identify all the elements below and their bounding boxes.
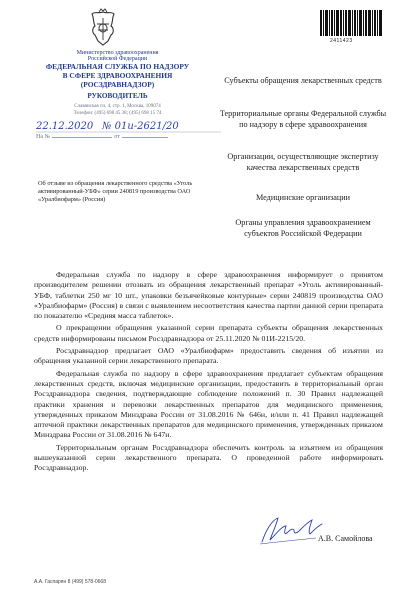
emblem-icon [86, 8, 120, 48]
body-paragraph-3: Росздравнадзор предлагает ОАО «Уралбиофарм» предоставить сведения об изъятии из обращения указанной серии лекарственного препарата. [34, 346, 383, 366]
ministry-name-line2: Российской Федерации [87, 56, 148, 62]
ministry-name-line1: Министерство здравоохранения [76, 50, 159, 56]
handwritten-number: № 01и-2621/20 [102, 121, 179, 132]
body-paragraph-1: Федеральная служба по надзору в сфере здравоохранения информирует о принятом производителем решении отозвать из обращения лекарственный препарат «Уголь активированный-УБФ, таблетки 250 мг 10 шт., упаковки безъячейковые контурные» серии 240819 производства ОАО «Уралбиофарм» (Россия) в связи с выявлением несоответствия качества партии данной серии препарата по показателю «Средняя масса таблеток». [34, 270, 383, 321]
barcode-icon [320, 10, 382, 36]
executor-contact: А.А. Гаспарян 8 (499) 578-0668 [34, 579, 106, 585]
body-paragraph-5: Территориальным органам Росздравнадзора обеспечить контроль за изъятием из обращения вышеуказанной серии лекарственного препарата. О проведенной работе информировать Росздравнадзор. [34, 442, 383, 473]
agency-name-line1: ФЕДЕРАЛЬНАЯ СЛУЖБА ПО НАДЗОРУ [45, 62, 190, 71]
letter-body [34, 270, 383, 476]
agency-address [20, 104, 215, 117]
address-line2: Телефон: (495) 698 45 38; (495) 698 15 74 [73, 110, 162, 116]
reference-line [36, 134, 170, 140]
addressee-1: Субъекты обращения лекарственных средств [224, 76, 382, 85]
addressee-3: Организации, осуществляющие экспертизу качества лекарственных средств [227, 152, 379, 172]
reference-from-label: от [114, 134, 120, 140]
agency-name-line2: В СФЕРЕ ЗДРАВООХРАНЕНИЯ [62, 71, 173, 80]
barcode-number: 2411423 [330, 38, 353, 44]
reference-no-label: На № [36, 134, 51, 140]
handwritten-date: 22.12.2020 [36, 121, 94, 132]
management-title: РУКОВОДИТЕЛЬ [87, 92, 148, 100]
agency-name-line3: (РОСЗДРАВНАДЗОР) [80, 80, 155, 89]
letter-subject: Об отзыве из обращения лекарственного средства «Уголь активированный-УБФ» серии 240819 производства ОАО «Уралбиофарм» (Россия) [38, 180, 193, 203]
body-paragraph-2: О прекращении обращения указанной серии препарата субъекты обращения лекарственных средств информированы письмом Росздравнадзора от 25.11.2020 № 01И-2215/20. [34, 323, 383, 343]
handwritten-date-number [36, 118, 226, 134]
addressee-2: Территориальные органы Федеральной службы по надзору в сфере здравоохранения [219, 109, 387, 129]
body-paragraph-4: Федеральная служба по надзору в сфере здравоохранения предлагает субъектам обращения лекарственных средств, включая медицинские организации, предоставить в территориальный орган Росздравнадзора сведения, подтверждающие соблюдение положений п. 30 Правил надлежащей практики хранения и перевозки лекарственных препаратов для медицинского применения, утвержденных приказом Минздрава России от 31.08.2016 № 646н, и/или п. 41 Правил надлежащей аптечной практики лекарственных препаратов для медицинского применения, утвержденных приказом Минздрава России от 31.08.2016 № 647н. [34, 368, 383, 440]
handwritten-signature [256, 512, 326, 548]
agency-name [20, 62, 215, 89]
addressee-5: Органы управления здравоохранением субъектов Российской Федерации [235, 218, 371, 238]
address-line1: Славянская пл. 4, стр. 1, Москва, 109074 [74, 104, 161, 109]
addressee-4: Медицинские организации [255, 193, 351, 202]
signer-name: А.В. Самойлова [318, 534, 373, 543]
